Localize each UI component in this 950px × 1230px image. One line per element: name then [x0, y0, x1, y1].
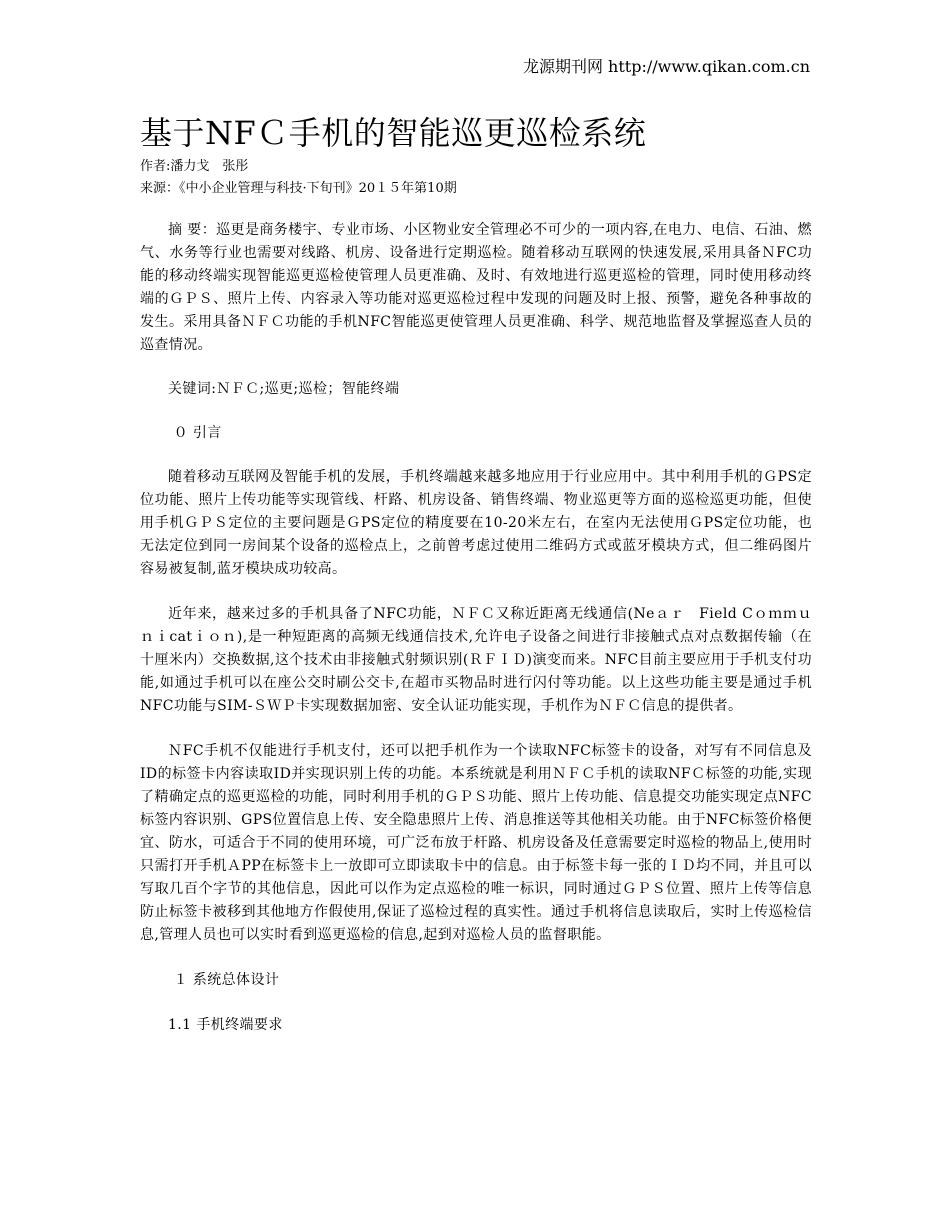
journal-source-line: 来源：《中小企业管理与科技·下旬刊》20１５年第10期: [140, 181, 457, 196]
body-paragraph: 近年来，越来过多的手机具备了NFC功能，ＮＦＣ又称近距离无线通信(Neａｒ Field Cｏｍｍｕｎｉcatｉｏｎ),是一种短距离的高频无线通信技术,允许电子设备之间进行非接触式点对点数据传输（在十厘米内）交换数据,这个技术由非接触式射频识别(ＲＦＩＤ)演变而来。NFC目前主要应用于手机支付功能,如通过手机可以在座公交时刷公交卡,在超市买物品时进行闪付等功能。以上这些功能主要是通过手机NFC功能与SIM-ＳＷＰ卡实现数据加密、安全认证功能实现，手机作为ＮＦＣ信息的提供者。: [140, 606, 812, 714]
keywords: 关键词:ＮＦＣ;巡更;巡检；智能终端: [168, 381, 400, 397]
author-line: 作者:潘力戈 张彤: [140, 159, 249, 174]
subsection-heading-terminal-requirements: 1.1 手机终端要求: [168, 1017, 283, 1033]
article-title: 基于NFＣ手机的智能巡更巡检系统: [140, 114, 647, 152]
section-heading-introduction: ０ 引言: [173, 425, 222, 441]
source-header: 龙源期刊网 http://www.qikan.com.cn: [522, 57, 810, 76]
body-paragraph: ＮFC手机不仅能进行手机支付，还可以把手机作为一个读取NFC标签卡的设备，对写有不同信息及ID的标签卡内容读取ID并实现识别上传的功能。本系统就是利用ＮＦＣ手机的读取NFＣ标签的功能,实现了精确定点的巡更巡检的功能，同时利用手机的ＧＰＳ功能、照片上传功能、信息提交功能实现定点NFC标签内容识别、GPS位置信息上传、安全隐患照片上传、消息推送等其他相关功能。由于NFC标签价格便宜、防水，可适合于不同的使用环境，可广泛布放于杆路、机房设备及任意需要定时巡检的物品上,使用时只需打开手机ＡPP在标签卡上一放即可立即读取卡中的信息。由于标签卡每一张的ＩＤ均不同，并且可以写取几百个字节的其他信息，因此可以作为定点巡检的唯一标识，同时通过ＧＰＳ位置、照片上传等信息防止标签卡被移到其他地方作假使用,保证了巡检过程的真实性。通过手机将信息读取后，实时上传巡检信息,管理人员也可以实时看到巡更巡检的信息,起到对巡检人员的监督职能。: [140, 743, 812, 943]
section-heading-system-design: １ 系统总体设计: [173, 972, 280, 988]
abstract: 摘 要：巡更是商务楼宇、专业市场、小区物业安全管理必不可少的一项内容,在电力、电信、石油、燃气、水务等行业也需要对线路、机房、设备进行定期巡检。随着移动互联网的快速发展,采用具备ＮFC功能的移动终端实现智能巡更巡检使管理人员更准确、及时、有效地进行巡更巡检的管理，同时使用移动终端的ＧＰＳ、照片上传、内容录入等功能对巡更巡检过程中发现的问题及时上报、预警，避免各种事故的发生。采用具备ＮＦＣ功能的手机NFC智能巡更使管理人员更准确、科学、规范地监督及掌握巡查人员的巡查情况。: [140, 222, 812, 353]
body-paragraph: 随着移动互联网及智能手机的发展，手机终端越来越多地应用于行业应用中。其中利用手机的ＧPS定位功能、照片上传功能等实现管线、杆路、机房设备、销售终端、物业巡更等方面的巡检巡更功能，但使用手机ＧＰＳ定位的主要问题是ＧPS定位的精度要在10-20米左右，在室内无法使用ＧPS定位功能，也无法定位到同一房间某个设备的巡检点上，之前曾考虑过使用二维码方式或蓝牙模块方式，但二维码图片容易被复制,蓝牙模块成功较高。: [140, 469, 812, 577]
article-body: [140, 112, 812, 1037]
